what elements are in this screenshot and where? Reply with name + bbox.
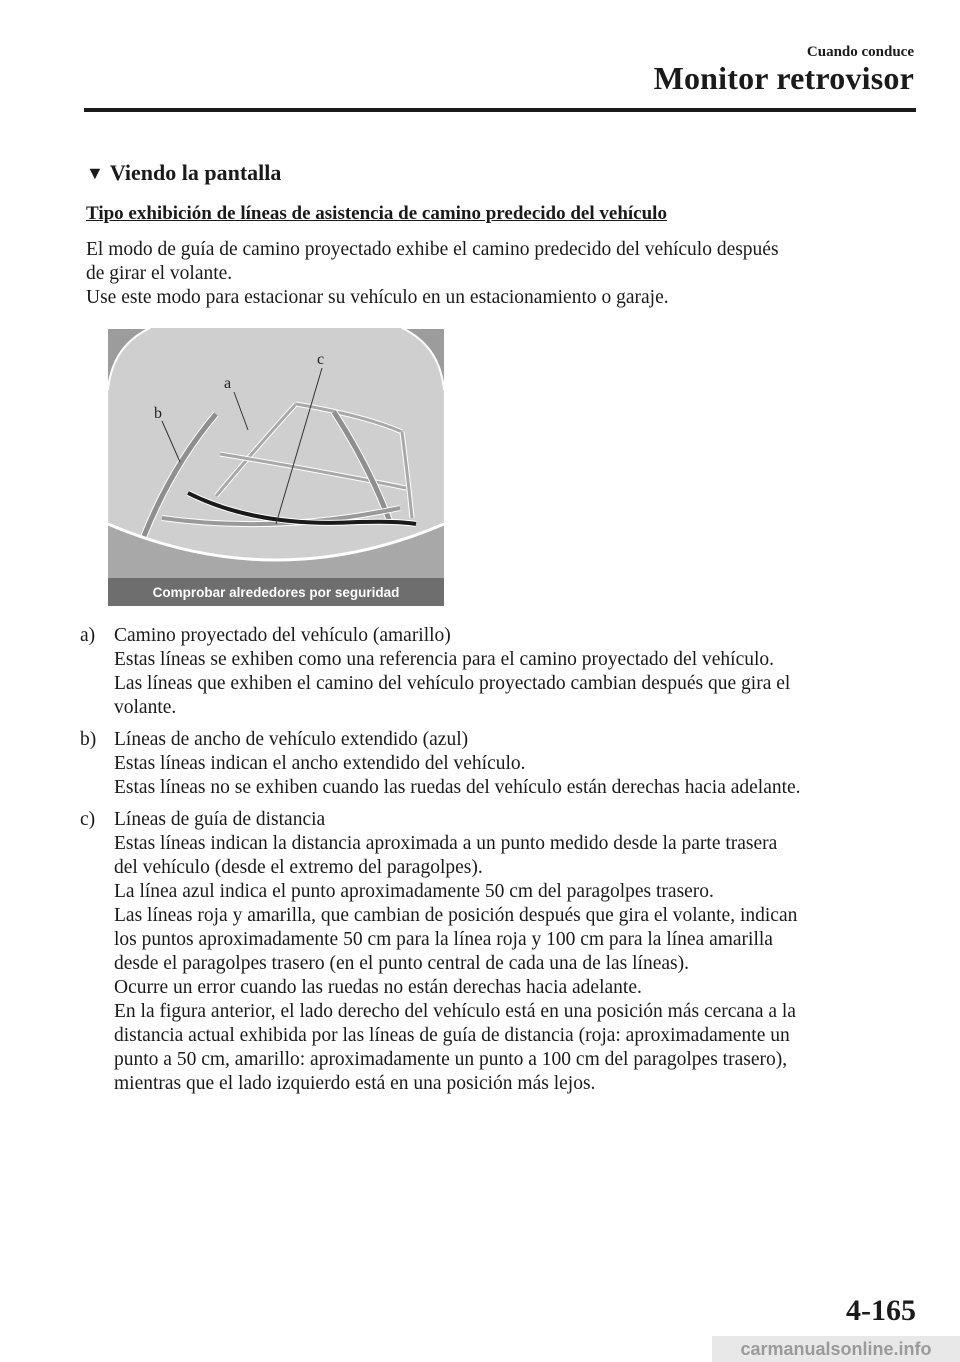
legend-item-line: desde el paragolpes trasero (en el punto central de cada una de las líneas).	[114, 953, 689, 974]
rearview-screen-illustration	[108, 328, 444, 606]
legend-item-line: Ocurre un error cuando las ruedas no están derechas hacia adelante.	[114, 977, 642, 998]
legend-item-line: Estas líneas no se exhiben cuando las ruedas del vehículo están derechas hacia adelante.	[114, 777, 801, 798]
legend-item-line: En la figura anterior, el lado derecho del vehículo está en una posición más cercana a la	[114, 1001, 796, 1022]
callout-label-b: b	[154, 405, 162, 422]
legend-item-line: Estas líneas se exhiben como una referencia para el camino proyectado del vehículo.	[114, 649, 775, 670]
rearview-screen-figure	[108, 328, 444, 606]
legend-item-line: distancia actual exhibida por las líneas de guía de distancia (roja: aproximadamente un	[114, 1025, 790, 1046]
subheading: Tipo exhibición de líneas de asistencia de camino predecido del vehículo	[86, 203, 667, 224]
legend-item-line: Las líneas roja y amarilla, que cambian de posición después que gira el volante, indican	[114, 905, 798, 926]
legend-item-letter: c)	[80, 809, 96, 830]
page-number: 4-165	[846, 1294, 916, 1327]
legend-item-line: los puntos aproximadamente 50 cm para la línea roja y 100 cm para la línea amarilla	[114, 929, 773, 950]
legend-item-b	[80, 728, 920, 800]
legend-item-line: La línea azul indica el punto aproximadamente 50 cm del paragolpes trasero.	[114, 881, 714, 902]
intro-line-1: El modo de guía de camino proyectado exhibe el camino predecido del vehículo después	[86, 239, 779, 260]
legend-item-letter: a)	[80, 625, 96, 646]
callout-label-c: c	[317, 351, 325, 368]
callout-label-a: a	[224, 375, 232, 392]
header-section-label: Cuando conduce	[806, 44, 914, 60]
down-triangle-icon: ▼	[86, 163, 104, 183]
legend-item-line: del vehículo (desde el extremo del paragolpes).	[114, 857, 483, 878]
section-heading-text: Viendo la pantalla	[109, 160, 282, 185]
legend-item-title: Líneas de guía de distancia	[114, 809, 326, 830]
legend-list	[80, 624, 920, 1104]
legend-item-line: mientras que el lado izquierdo está en una posición más lejos.	[114, 1073, 596, 1094]
intro-line-3: Use este modo para estacionar su vehículo en un estacionamiento o garaje.	[86, 287, 669, 308]
legend-item-title: Camino proyectado del vehículo (amarillo)	[114, 625, 451, 646]
legend-item-letter: b)	[80, 729, 97, 750]
intro-line-2: de girar el volante.	[86, 263, 233, 284]
warning-banner-text: Comprobar alrededores por seguridad	[152, 585, 400, 600]
header-divider	[84, 108, 916, 112]
legend-item-line: volante.	[114, 697, 177, 718]
legend-item-title: Líneas de ancho de vehículo extendido (azul)	[114, 729, 469, 750]
legend-item-line: Las líneas que exhiben el camino del vehículo proyectado cambian después que gira el	[114, 673, 791, 694]
legend-item-a	[80, 624, 920, 720]
legend-item-line: punto a 50 cm, amarillo: aproximadamente un punto a 100 cm del paragolpes trasero),	[114, 1049, 788, 1070]
section-heading	[86, 160, 281, 186]
page-title: Monitor retrovisor	[653, 60, 914, 96]
watermark: carmanualsonline.info	[712, 1336, 960, 1362]
legend-item-line: Estas líneas indican el ancho extendido del vehículo.	[114, 753, 526, 774]
legend-item-c	[80, 808, 920, 1096]
legend-item-line: Estas líneas indican la distancia aproximada a un punto medido desde la parte trasera	[114, 833, 778, 854]
